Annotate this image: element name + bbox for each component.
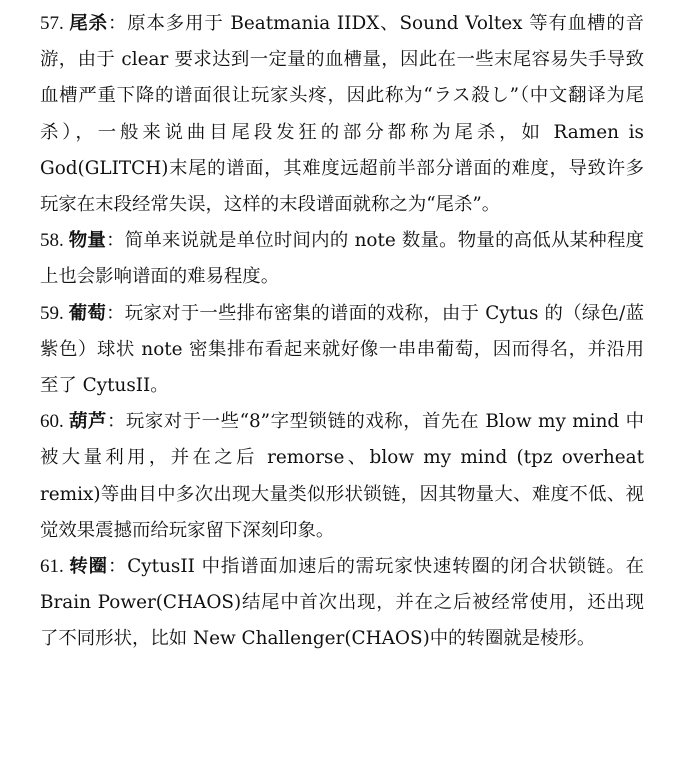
entry-separator: ： xyxy=(107,556,128,578)
entry-text: 玩家对于一些“8”字型锁链的戏称，首先在 Blow my mind 中被大量利用，并在之后 remorse、blow my mind (tpz overheat remix)等曲目中多次出现大量类似形状锁链，因其物量大、难度不低、视觉效果震撼而给玩家留下深刻印象。 xyxy=(40,411,644,541)
entry-text: 简单来说就是单位时间内的 note 数量。物量的高低从某种程度上也会影响谱面的难易程度。 xyxy=(40,230,644,288)
entry-text: CytusII 中指谱面加速后的需玩家快速转圈的闭合状锁链。在 Brain Power(CHAOS)结尾中首次出现，并在之后被经常使用，还出现了不同形状，比如 New Challenger(CHAOS)中的转圈就是棱形。 xyxy=(40,556,644,650)
entry-number: 57. xyxy=(40,13,70,34)
entry-separator: ： xyxy=(106,230,125,252)
entry-term: 尾杀 xyxy=(69,13,108,34)
glossary-entry-57 xyxy=(40,6,644,223)
entry-text: 原本多用于 Beatmania IIDX、Sound Voltex 等有血槽的音游，由于 clear 要求达到一定量的血槽量，因此在一些末尾容易失手导致血槽严重下降的谱面很让玩家头疼，因此称为“ラス殺し”（中文翻译为尾杀），一般来说曲目尾段发狂的部分都称为尾杀，如 Ramen is God(GLITCH)末尾的谱面，其难度远超前半部分谱面的难度，导致许多玩家在末段经常失误，这样的末段谱面就称之为“尾杀”。 xyxy=(40,13,644,216)
entry-separator: ： xyxy=(106,411,126,433)
glossary-entry-58 xyxy=(40,223,644,295)
entry-text: 玩家对于一些排布密集的谱面的戏称，由于 Cytus 的（绿色/蓝紫色）球状 note 密集排布看起来就好像一串串葡萄，因而得名，并沿用至了 CytusII。 xyxy=(40,302,644,397)
glossary-entry-59 xyxy=(40,296,644,405)
entry-term: 葫芦 xyxy=(69,411,107,433)
entry-number: 60. xyxy=(40,411,70,433)
glossary-entry-61 xyxy=(40,549,644,658)
entry-number: 58. xyxy=(40,230,69,252)
glossary-page xyxy=(40,6,644,658)
entry-number: 61. xyxy=(40,556,70,578)
entry-term: 转圈 xyxy=(69,556,108,578)
entry-term: 葡萄 xyxy=(68,302,107,324)
entry-separator: ： xyxy=(106,302,125,324)
entry-separator: ： xyxy=(107,13,128,34)
glossary-entry-60 xyxy=(40,404,644,549)
entry-term: 物量 xyxy=(68,230,107,252)
entry-number: 59. xyxy=(40,302,69,324)
